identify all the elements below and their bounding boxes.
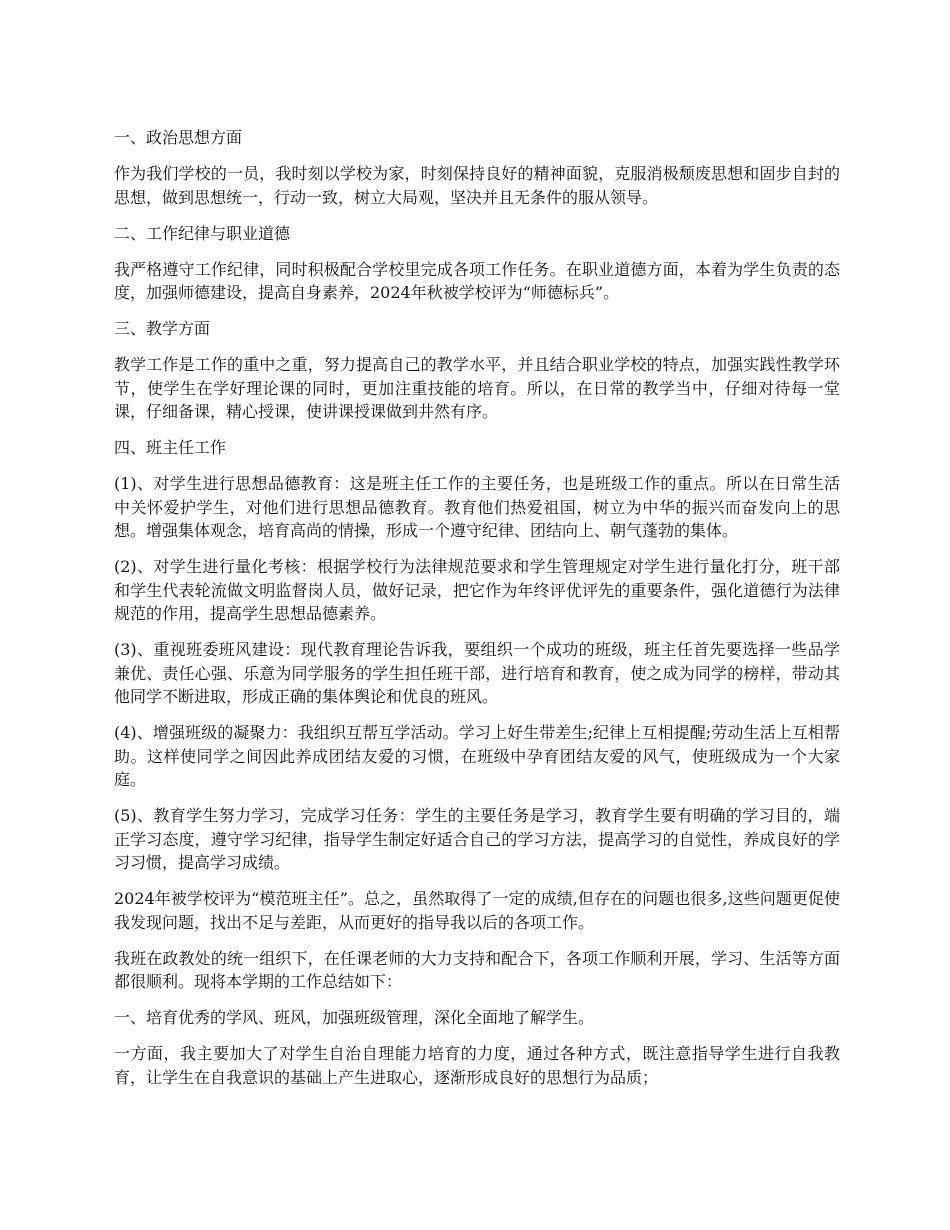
paragraph-item-5: (5)、教育学生努力学习，完成学习任务：学生的主要任务是学习，教育学生要有明确的学习目的，端正学习态度，遵守学习纪律，指导学生制定好适合自己的学习方法，提高学习的自觉性，养成良好的学习习惯，提高学习成绩。 — [114, 806, 840, 872]
paragraph-item-1: (1)、对学生进行思想品德教育：这是班主任工作的主要任务，也是班级工作的重点。所以在日常生活中关怀爱护学生，对他们进行思想品德教育。教育他们热爱祖国，树立为中华的振兴而奋发向上的思想。增强集体观念，培育高尚的情操，形成一个遵守纪律、团结向上、朝气蓬勃的集体。 — [114, 474, 840, 540]
paragraph-item-2: (2)、对学生进行量化考核：根据学校行为法律规范要求和学生管理规定对学生进行量化打分，班干部和学生代表轮流做文明监督岗人员，做好记录，把它作为年终评优评先的重要条件，强化道德行为法律规范的作用，提高学生思想品德素养。 — [114, 557, 840, 623]
paragraph-self-management: 一方面，我主要加大了对学生自治自理能力培育的力度，通过各种方式，既注意指导学生进行自我教育，让学生在自我意识的基础上产生进取心，逐渐形成良好的思想行为品质； — [114, 1044, 840, 1087]
document-page — [114, 126, 840, 1102]
section-heading-class-teacher: 四、班主任工作 — [114, 438, 227, 457]
section-heading-teaching: 三、教学方面 — [114, 319, 211, 338]
section-heading-discipline: 二、工作纪律与职业道德 — [114, 223, 291, 243]
paragraph-teaching: 教学工作是工作的重中之重，努力提高自己的教学水平，并且结合职业学校的特点，加强实践性教学环节，使学生在学好理论课的同时，更加注重技能的培育。所以，在日常的教学当中，仔细对待每一堂课，仔细备课，精心授课，使讲课授课做到井然有序。 — [114, 355, 840, 421]
section-heading-study-style: 一、培育优秀的学风、班风，加强班级管理，深化全面地了解学生。 — [114, 1008, 595, 1027]
paragraph-politics: 作为我们学校的一员，我时刻以学校为家，时刻保持良好的精神面貌，克服消极颓废思想和固步自封的思想，做到思想统一，行动一致，树立大局观，坚决并且无条件的服从领导。 — [114, 164, 840, 207]
paragraph-item-4: (4)、增强班级的凝聚力：我组织互帮互学活动。学习上好生带差生;纪律上互相提醒;劳动生活上互相帮助。这样使同学之间因此养成团结友爱的习惯，在班级中孕育团结友爱的风气，使班级成为一个大家庭。 — [114, 723, 840, 789]
paragraph-item-3: (3)、重视班委班风建设：现代教育理论告诉我，要组织一个成功的班级，班主任首先要选择一些品学兼优、责任心强、乐意为同学服务的学生担任班干部，进行培育和教育，使之成为同学的榜样，带动其他同学不断进取，形成正确的集体舆论和优良的班风。 — [114, 640, 840, 706]
section-heading-politics: 一、政治思想方面 — [114, 128, 243, 147]
paragraph-discipline: 我严格遵守工作纪律，同时积极配合学校里完成各项工作任务。在职业道德方面，本着为学生负责的态度，加强师德建设，提高自身素养，2024年秋被学校评为“师德标兵”。 — [114, 259, 840, 302]
paragraph-summary-intro: 我班在政教处的统一组织下，在任课老师的大力支持和配合下，各项工作顺利开展，学习、生活等方面都很顺利。现将本学期的工作总结如下： — [114, 948, 840, 991]
paragraph-award: 2024年被学校评为“模范班主任”。总之，虽然取得了一定的成绩,但存在的问题也很多,这些问题更促使我发现问题，找出不足与差距，从而更好的指导我以后的各项工作。 — [114, 889, 840, 932]
